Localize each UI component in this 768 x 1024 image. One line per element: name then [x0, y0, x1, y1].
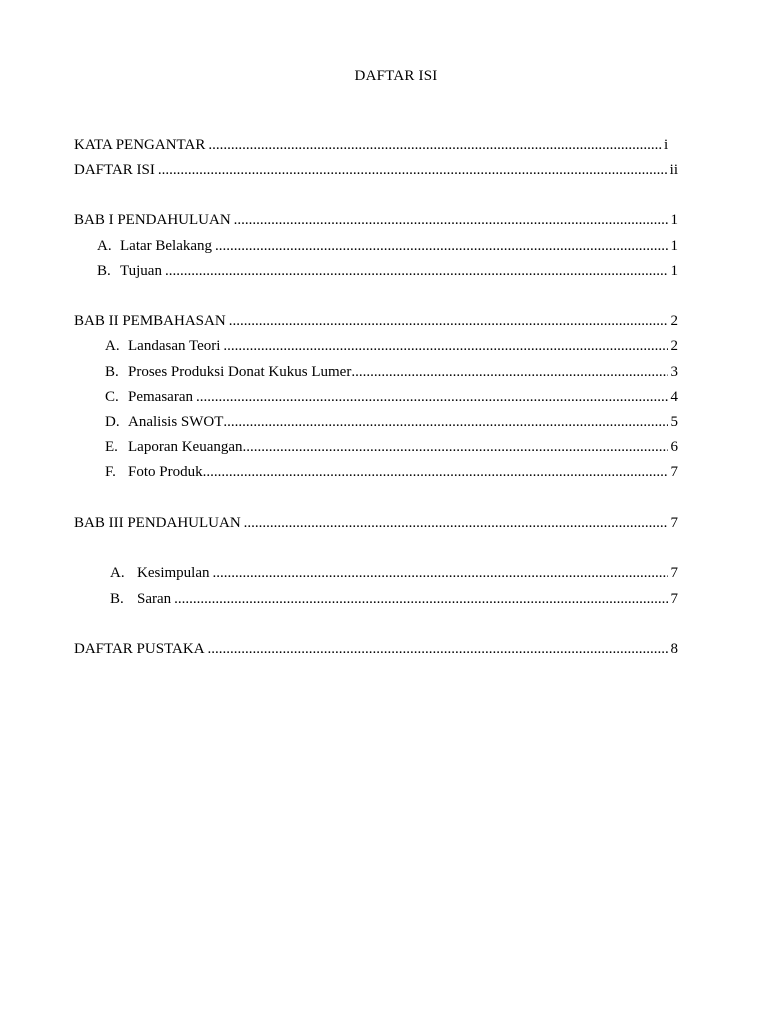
toc-subentry-label: Kesimpulan [137, 565, 210, 581]
toc-entry-bab-1[interactable] [74, 211, 678, 229]
toc-subentry-page: 2 [670, 338, 678, 354]
toc-subentry-page: 7 [670, 565, 678, 581]
toc-subentry-marker: B. [105, 364, 119, 380]
toc-entry-label: BAB I PENDAHULUAN [74, 212, 231, 228]
toc-entry-page: 7 [670, 515, 678, 531]
toc-subentry-marker: C. [105, 389, 119, 405]
toc-entry-page: 2 [670, 313, 678, 329]
toc-subentry-label: Laporan Keuangan [128, 439, 243, 455]
toc-entry-label: KATA PENGANTAR [74, 137, 206, 153]
page-title: DAFTAR ISI [354, 68, 438, 84]
toc-subentry-label: Saran [137, 591, 172, 607]
toc-subentry-page: 7 [670, 464, 678, 480]
toc-subentry-bab-2-a[interactable] [105, 337, 678, 355]
toc-subentry-page: 1 [670, 238, 678, 254]
dot-leader [243, 438, 668, 456]
toc-entry-page: ii [669, 162, 678, 178]
dot-leader [215, 237, 668, 255]
dot-leader [174, 590, 668, 608]
toc-subentry-bab-2-e[interactable] [105, 438, 678, 456]
dot-leader [223, 413, 668, 431]
toc-entry-bab-2[interactable] [74, 312, 678, 330]
toc-subentry-marker: A. [110, 565, 125, 581]
toc-entry-label: DAFTAR PUSTAKA [74, 641, 205, 657]
toc-subentry-bab-3-b[interactable] [110, 590, 678, 608]
toc-subentry-page: 5 [670, 414, 678, 430]
toc-subentry-page: 6 [670, 439, 678, 455]
toc-entry-page: i [664, 137, 669, 153]
dot-leader [208, 640, 668, 658]
toc-subentry-label: Pemasaran [128, 389, 193, 405]
toc-entry-label: BAB II PEMBAHASAN [74, 313, 226, 329]
toc-subentry-marker: A. [97, 238, 112, 254]
dot-leader [208, 136, 662, 154]
dot-leader [165, 262, 668, 280]
toc-subentry-marker: B. [97, 263, 111, 279]
toc-subentry-bab-2-d[interactable] [105, 413, 678, 431]
toc-subentry-label: Analisis SWOT [128, 414, 224, 430]
dot-leader [158, 161, 668, 179]
toc-subentry-bab-3-a[interactable] [110, 564, 678, 582]
toc-subentry-label: Latar Belakang [120, 238, 213, 254]
toc-subentry-page: 3 [670, 364, 678, 380]
toc-subentry-marker: E. [105, 439, 118, 455]
toc-subentry-page: 1 [670, 263, 678, 279]
dot-leader [203, 463, 668, 481]
toc-entry-label: BAB III PENDAHULUAN [74, 515, 241, 531]
toc-subentry-page: 7 [670, 591, 678, 607]
toc-entry-page: 1 [670, 212, 678, 228]
toc-entry-bab-3[interactable] [74, 514, 678, 532]
toc-subentry-page: 4 [670, 389, 678, 405]
dot-leader [234, 211, 668, 229]
toc-subentry-marker: F. [105, 464, 116, 480]
toc-subentry-marker: B. [110, 591, 124, 607]
toc-subentry-label: Tujuan [120, 263, 162, 279]
toc-entry-daftar-isi[interactable] [74, 161, 678, 179]
toc-subentry-marker: A. [105, 338, 120, 354]
toc-subentry-bab-1-b[interactable] [97, 262, 678, 280]
dot-leader [196, 388, 668, 406]
dot-leader [213, 564, 669, 582]
toc-entry-label: DAFTAR ISI [74, 162, 155, 178]
toc-subentry-bab-1-a[interactable] [97, 237, 678, 255]
dot-leader [244, 514, 668, 532]
dot-leader [229, 312, 668, 330]
toc-subentry-label: Proses Produksi Donat Kukus Lumer [128, 364, 352, 380]
toc-entry-page: 8 [670, 641, 678, 657]
dot-leader [223, 337, 668, 355]
toc-entry-kata-pengantar[interactable] [74, 136, 678, 154]
toc-subentry-bab-2-c[interactable] [105, 388, 678, 406]
dot-leader [351, 363, 668, 381]
toc-entry-daftar-pustaka[interactable] [74, 640, 678, 658]
toc-subentry-bab-2-f[interactable] [105, 463, 678, 481]
toc-subentry-marker: D. [105, 414, 120, 430]
toc-subentry-bab-2-b[interactable] [105, 363, 678, 381]
toc-subentry-label: Landasan Teori [128, 338, 221, 354]
toc-subentry-label: Foto Produk [128, 464, 203, 480]
